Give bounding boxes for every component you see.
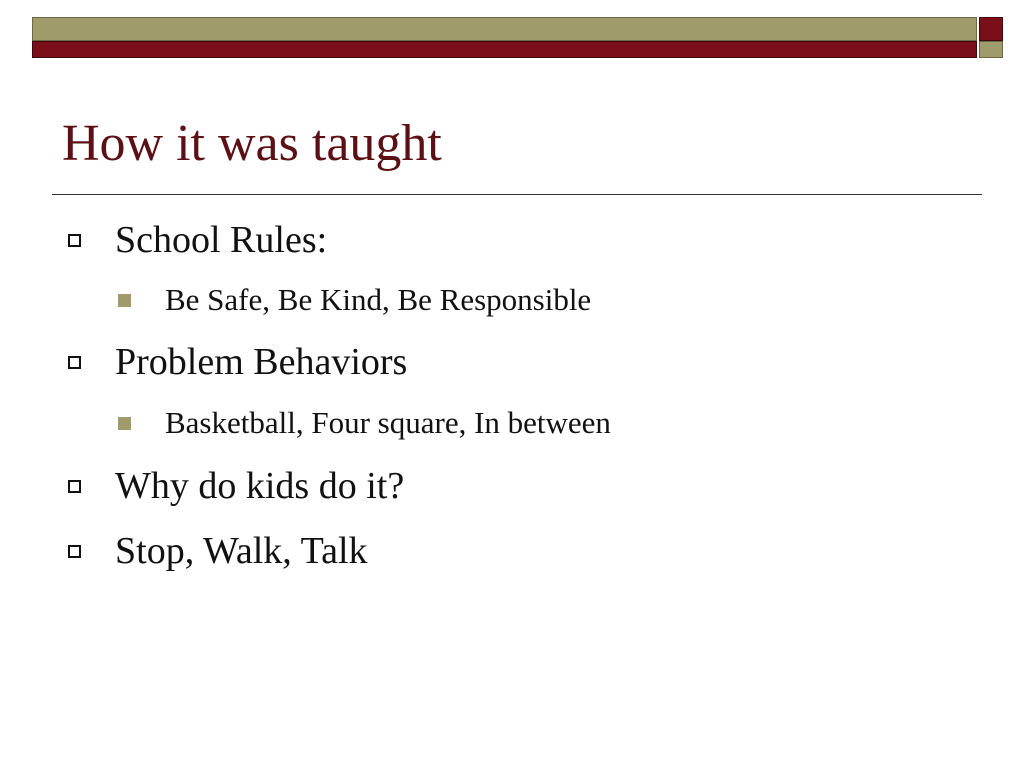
sub-bullet-text: Be Safe, Be Kind, Be Responsible <box>165 282 592 317</box>
bullet-text: School Rules: <box>115 219 328 261</box>
bullet-text: Problem Behaviors <box>115 341 408 383</box>
hollow-square-bullet-icon <box>68 356 81 369</box>
filled-square-bullet-icon <box>118 294 131 307</box>
hollow-square-bullet-icon <box>68 545 81 558</box>
hollow-square-bullet-icon <box>68 234 81 247</box>
filled-square-bullet-icon <box>118 417 131 430</box>
hollow-square-bullet-icon <box>68 480 81 493</box>
bullet-text: Stop, Walk, Talk <box>115 530 368 572</box>
bullet-text: Why do kids do it? <box>115 465 405 507</box>
slide-title: How it was taught <box>62 115 442 172</box>
sub-bullet-text: Basketball, Four square, In between <box>165 405 611 440</box>
